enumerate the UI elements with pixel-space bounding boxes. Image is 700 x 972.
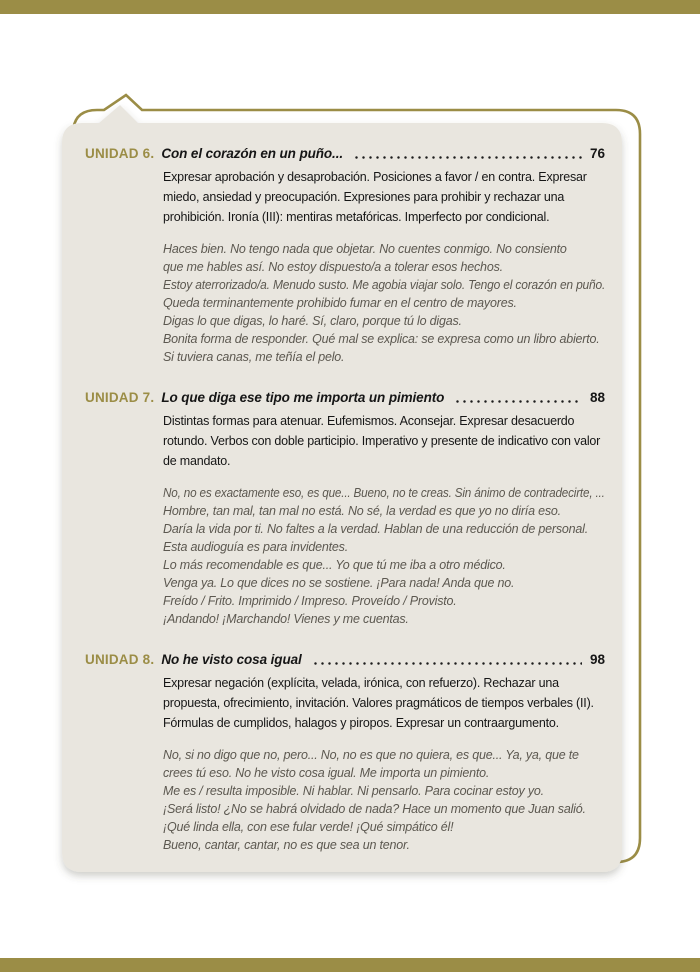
unit-title: Lo que diga ese tipo me importa un pimiento bbox=[161, 390, 445, 405]
unit-page-number: 76 bbox=[589, 146, 605, 161]
example-line: Bonita forma de responder. Qué mal se explica: se expresa como un libro abierto. bbox=[163, 332, 600, 346]
example-line: Esta audioguía es para invidentes. bbox=[163, 540, 348, 554]
example-line: Hombre, tan mal, tan mal no está. No sé, la verdad es que yo no diría eso. bbox=[163, 504, 561, 518]
unit-title: Con el corazón en un puño... bbox=[161, 146, 344, 161]
unit-title: No he visto cosa igual bbox=[161, 652, 302, 667]
toc-unit bbox=[85, 652, 605, 854]
unit-heading-row bbox=[85, 146, 605, 161]
example-line: No, no es exactamente eso, es que... Bueno, no te creas. Sin ánimo de contradecirte, ... bbox=[163, 486, 605, 500]
unit-label: UNIDAD 8. bbox=[85, 652, 155, 667]
toc-unit bbox=[85, 146, 605, 366]
dotted-leader bbox=[353, 156, 582, 159]
unit-heading-row bbox=[85, 390, 605, 405]
table-of-contents bbox=[85, 146, 605, 854]
dotted-leader bbox=[454, 400, 582, 403]
example-line: Freído / Frito. Imprimido / Impreso. Proveído / Provisto. bbox=[163, 594, 457, 608]
example-line: que me hables así. No estoy dispuesto/a a tolerar esos hechos. bbox=[163, 260, 503, 274]
example-line: No, si no digo que no, pero... No, no es que no quiera, es que... Ya, ya, que te bbox=[163, 748, 579, 762]
example-line: Estoy aterrorizado/a. Menudo susto. Me agobia viajar solo. Tengo el corazón en puño. bbox=[163, 278, 606, 292]
example-line: Digas lo que digas, lo haré. Sí, claro, porque tú lo digas. bbox=[163, 314, 462, 328]
unit-description: Expresar negación (explícita, velada, irónica, con refuerzo). Rechazar una propuesta, ofrecimiento, invitación. Valores pragmáticos de tiempos verbales (II). Fórmulas de cumplidos, halagos y piropos. Expresar un contraargumento. bbox=[163, 676, 594, 730]
example-line: Venga ya. Lo que dices no se sostiene. ¡Para nada! Anda que no. bbox=[163, 576, 515, 590]
bottom-accent-bar bbox=[0, 958, 700, 972]
example-line: Queda terminantemente prohibido fumar en el centro de mayores. bbox=[163, 296, 517, 310]
example-line: Daría la vida por ti. No faltes a la verdad. Hablan de una reducción de personal. bbox=[163, 522, 589, 536]
example-line: ¡Andando! ¡Marchando! Vienes y me cuentas. bbox=[163, 612, 409, 626]
example-line: Lo más recomendable es que... Yo que tú me iba a otro médico. bbox=[163, 558, 506, 572]
dotted-leader bbox=[312, 662, 582, 665]
example-line: Me es / resulta imposible. Ni hablar. Ni pensarlo. Para cocinar estoy yo. bbox=[163, 784, 544, 798]
example-line: Si tuviera canas, me teñía el pelo. bbox=[163, 350, 345, 364]
unit-example-lines bbox=[163, 484, 605, 628]
unit-page-number: 98 bbox=[589, 652, 605, 667]
unit-heading-row bbox=[85, 652, 605, 667]
toc-unit bbox=[85, 390, 605, 628]
unit-example-lines bbox=[163, 746, 605, 854]
example-line: ¡Qué linda ella, con ese fular verde! ¡Qué simpático él! bbox=[163, 820, 454, 834]
unit-label: UNIDAD 7. bbox=[85, 390, 155, 405]
example-line: crees tú eso. No he visto cosa igual. Me importa un pimiento. bbox=[163, 766, 490, 780]
example-line: ¡Será listo! ¿No se habrá olvidado de nada? Hace un momento que Juan salió. bbox=[163, 802, 586, 816]
top-accent-bar bbox=[0, 0, 700, 14]
example-line: Bueno, cantar, cantar, no es que sea un tenor. bbox=[163, 838, 410, 852]
unit-description: Expresar aprobación y desaprobación. Posiciones a favor / en contra. Expresar miedo, ansiedad y preocupación. Expresiones para prohibir y rechazar una prohibición. Ironía (III): mentiras metafóricas. Imperfecto por condicional. bbox=[163, 170, 587, 224]
unit-label: UNIDAD 6. bbox=[85, 146, 155, 161]
example-line: Haces bien. No tengo nada que objetar. No cuentes conmigo. No consiento bbox=[163, 242, 567, 256]
unit-page-number: 88 bbox=[589, 390, 605, 405]
unit-description: Distintas formas para atenuar. Eufemismos. Aconsejar. Expresar desacuerdo rotundo. Verbos con doble participio. Imperativo y presente de indicativo con valor de mandato. bbox=[163, 414, 601, 468]
unit-example-lines bbox=[163, 240, 605, 366]
